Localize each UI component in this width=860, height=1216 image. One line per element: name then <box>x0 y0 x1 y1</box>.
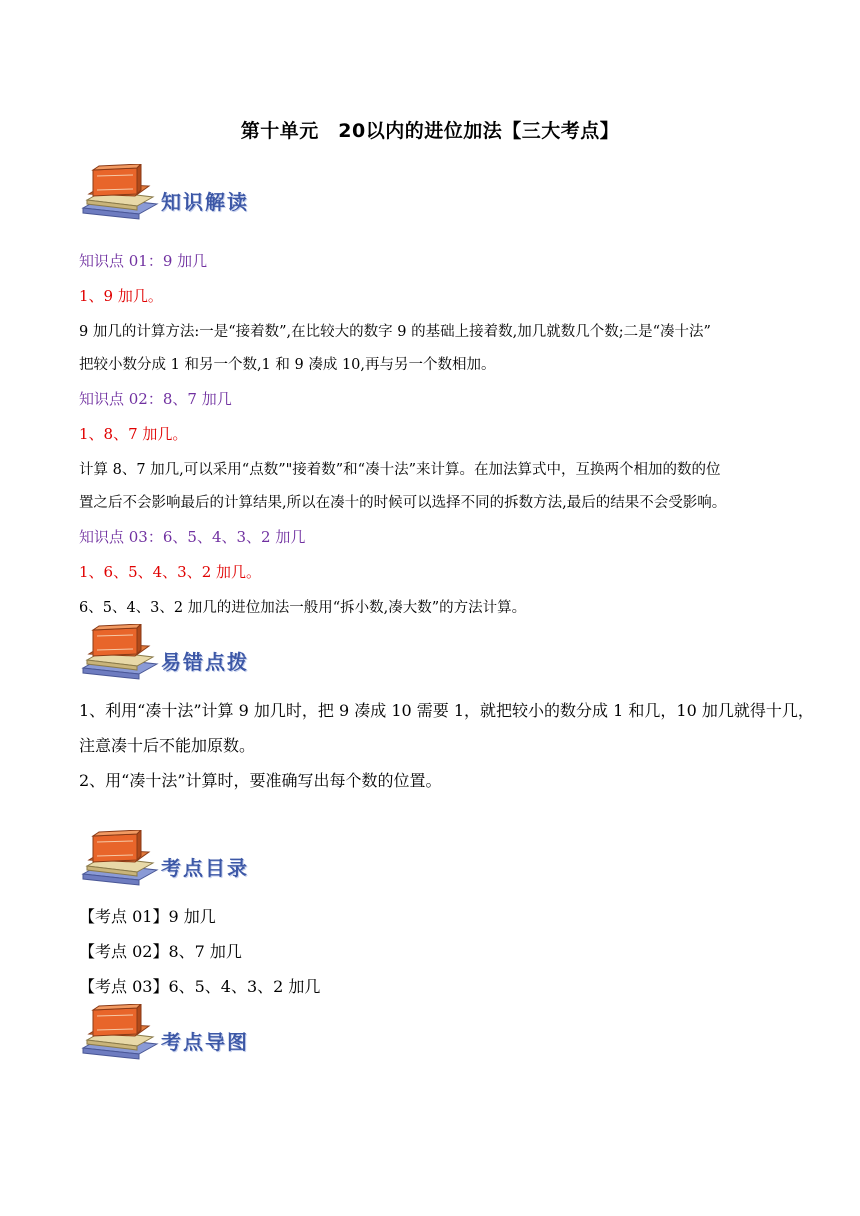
catalog-item: 【考点 03】6、5、4、3、2 加几 <box>79 977 321 996</box>
banner-label: 考点目录 <box>161 856 249 880</box>
banner-label: 易错点拨 <box>161 650 249 674</box>
knowledge-text: 6、5、4、3、2 加几的进位加法一般用“拆小数,凑大数”的方法计算。 <box>79 600 527 616</box>
knowledge-point-heading: 知识点 02：8、7 加几 <box>79 390 232 408</box>
knowledge-point-heading: 知识点 03：6、5、4、3、2 加几 <box>79 528 306 546</box>
knowledge-text: 置之后不会影响最后的计算结果,所以在凑十的时候可以选择不同的拆数方法,最后的结果不会受影响。 <box>79 495 727 511</box>
page-title: 第十单元 20以内的进位加法【三大考点】 <box>240 120 620 142</box>
knowledge-point-subheading: 1、8、7 加几。 <box>79 425 188 443</box>
section-banner-map <box>79 1004 279 1064</box>
books-stack-icon <box>79 624 159 684</box>
knowledge-point-heading: 知识点 01：9 加几 <box>79 252 208 270</box>
banner-label: 知识解读 <box>161 190 249 214</box>
section-banner-knowledge <box>79 164 279 224</box>
banner-label: 考点导图 <box>161 1030 249 1054</box>
catalog-item: 【考点 01】9 加几 <box>79 907 216 926</box>
knowledge-point-subheading: 1、9 加几。 <box>79 287 163 305</box>
section-banner-mistakes <box>79 624 279 684</box>
mistake-text: 注意凑十后不能加原数。 <box>79 736 256 755</box>
books-stack-icon <box>79 164 159 224</box>
books-stack-icon <box>79 1004 159 1064</box>
knowledge-text: 把较小数分成 1 和另一个数,1 和 9 凑成 10,再与另一个数相加。 <box>79 357 496 373</box>
knowledge-text: 9 加几的计算方法:一是“接着数”,在比较大的数字 9 的基础上接着数,加几就数几个数;二是“凑十法” <box>79 324 711 340</box>
mistake-text: 1、利用“凑十法”计算 9 加几时，把 9 凑成 10 需要 1，就把较小的数分成 1 和几，10 加几就得十几， <box>79 701 814 720</box>
catalog-item: 【考点 02】8、7 加几 <box>79 942 242 961</box>
section-banner-catalog <box>79 830 279 890</box>
knowledge-point-subheading: 1、6、5、4、3、2 加几。 <box>79 563 262 581</box>
mistake-text: 2、用“凑十法”计算时，要准确写出每个数的位置。 <box>79 771 442 790</box>
knowledge-text: 计算 8、7 加几,可以采用“点数”"接着数”和“凑十法”来计算。在加法算式中，互换两个相加的数的位 <box>79 462 721 478</box>
books-stack-icon <box>79 830 159 890</box>
